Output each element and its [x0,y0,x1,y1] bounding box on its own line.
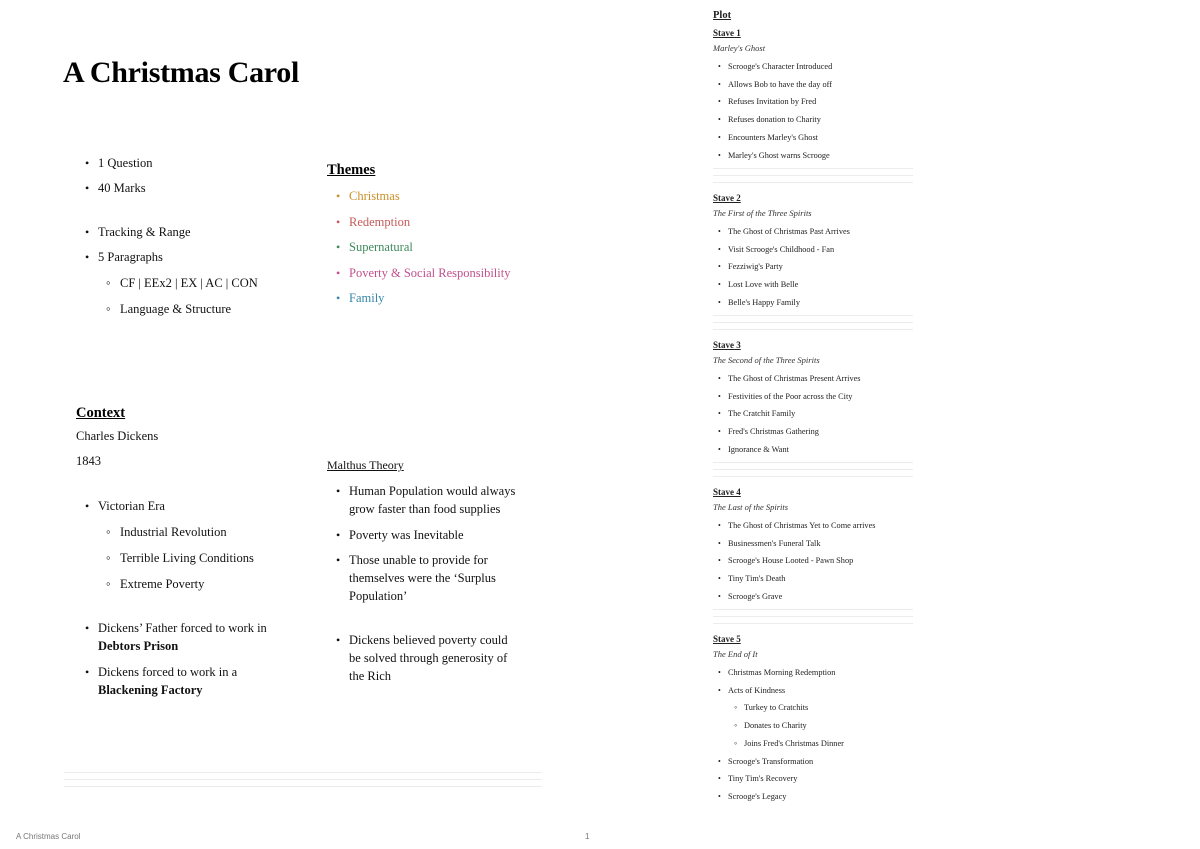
stave-title: Stave 3 [713,340,741,350]
list-item: • Refuses donation to Charity [713,111,913,129]
context-dickens-text: Dickens forced to work in a [98,665,238,679]
ruled-lines [713,315,913,336]
malthus-line: themselves were the ‘Surplus [349,571,496,585]
theme-item-redemption: • Redemption [327,213,587,239]
list-item: ◦ Turkey to Cratchits [713,699,913,717]
list-item: • Festivities of the Poor across the City [713,388,913,406]
list-item: • Fezziwig's Party [713,258,913,276]
list-item: • Scrooge's House Looted - Pawn Shop [713,552,913,570]
malthus-list [327,482,557,685]
list-item: • Scrooge's Transformation [713,753,913,771]
page-number: 1 [585,832,590,841]
list-item: • Visit Scrooge's Childhood - Fan [713,241,913,259]
list-item: • Refuses Invitation by Fred [713,93,913,111]
stave-subtitle: Marley's Ghost [713,43,766,53]
list-item [327,551,557,631]
list-item: ◦ Industrial Revolution [76,523,306,549]
malthus-belief-line: be solved through generosity of [349,651,508,665]
list-item: • Lost Love with Belle [713,276,913,294]
list-item: • 40 Marks [76,179,306,223]
list-item: • Tiny Tim's Death [713,570,913,588]
theme-item-poverty: • Poverty & Social Responsibility [327,264,587,290]
malthus-line: Human Population would always [349,484,516,498]
list-item [76,619,306,663]
context-author: Charles Dickens [76,429,159,443]
list-item: • Businessmen's Funeral Talk [713,535,913,553]
list-item: • The Ghost of Christmas Past Arrives [713,223,913,241]
ruled-lines [713,609,913,630]
list-item: ◦ Terrible Living Conditions [76,549,306,575]
list-item: • Poverty was Inevitable [327,526,557,551]
plot-heading: Plot [713,10,732,21]
list-item: • The Cratchit Family [713,405,913,423]
list-item: • 1 Question [76,154,306,179]
stave-title: Stave 5 [713,634,741,644]
stave-5 [713,634,913,806]
malthus-line: Population’ [349,589,408,603]
list-item [327,482,557,526]
list-item: • Belle's Happy Family [713,294,913,312]
stave-subtitle: The End of It [713,649,758,659]
page-title: A Christmas Carol [63,56,300,89]
stave-subtitle: The Second of the Three Spirits [713,355,820,365]
ruled-lines [713,462,913,483]
list-item: • Ignorance & Want [713,441,913,459]
list-item: • Scrooge's Grave [713,588,913,606]
stave-subtitle: The Last of the Spirits [713,502,789,512]
malthus-line: grow faster than food supplies [349,502,501,516]
list-item: • Scrooge's Legacy [713,788,913,806]
stave-2 [713,193,913,312]
theme-item-supernatural: • Supernatural [327,238,587,264]
list-item: • The Ghost of Christmas Present Arrives [713,370,913,388]
theme-item-christmas: • Christmas [327,187,587,213]
list-item: ◦ Donates to Charity [713,717,913,735]
list-item: • Acts of Kindness [713,682,913,700]
list-item: • Tracking & Range [76,223,306,248]
footer-title: A Christmas Carol [16,832,81,841]
malthus-line: Those unable to provide for [349,553,488,567]
stave-title: Stave 2 [713,193,741,203]
context-heading: Context [76,405,126,421]
themes-heading: Themes [327,162,376,178]
list-item: ◦ Joins Fred's Christmas Dinner [713,735,913,753]
stave-3 [713,340,913,459]
theme-item-family: • Family [327,289,587,315]
list-item: • Tiny Tim's Recovery [713,770,913,788]
list-item: • Allows Bob to have the day off [713,76,913,94]
ruled-lines [713,168,913,189]
list-item: • Christmas Morning Redemption [713,664,913,682]
themes-list [327,187,587,315]
stave-subtitle: The First of the Three Spirits [713,208,812,218]
list-item: • Fred's Christmas Gathering [713,423,913,441]
ruled-lines [64,772,542,793]
context-dickens-bold: Blackening Factory [98,683,203,697]
list-item: • Victorian Era [76,497,306,523]
list-item: • Encounters Marley's Ghost [713,129,913,147]
stave-title: Stave 4 [713,487,741,497]
malthus-belief-line: the Rich [349,669,392,683]
list-item: ◦ CF | EEx2 | EX | AC | CON [76,274,306,300]
list-item [327,631,557,685]
malthus-belief-line: Dickens believed poverty could [349,633,508,647]
context-list [76,497,306,699]
list-item: ◦ Language & Structure [76,300,306,326]
list-item: • Marley's Ghost warns Scrooge [713,147,913,165]
list-item [76,663,306,699]
context-year: 1843 [76,454,101,468]
context-father-text: Dickens’ Father forced to work in [98,621,267,635]
exam-details-list [76,154,306,326]
list-item: ◦ Extreme Poverty [76,575,306,619]
list-item: • 5 Paragraphs [76,248,306,274]
stave-title: Stave 1 [713,28,741,38]
list-item: • The Ghost of Christmas Yet to Come arrives [713,517,913,535]
stave-1 [713,28,913,164]
malthus-heading: Malthus Theory [327,458,404,472]
stave-4 [713,487,913,606]
list-item: • Scrooge's Character Introduced [713,58,913,76]
context-father-bold: Debtors Prison [98,639,179,653]
